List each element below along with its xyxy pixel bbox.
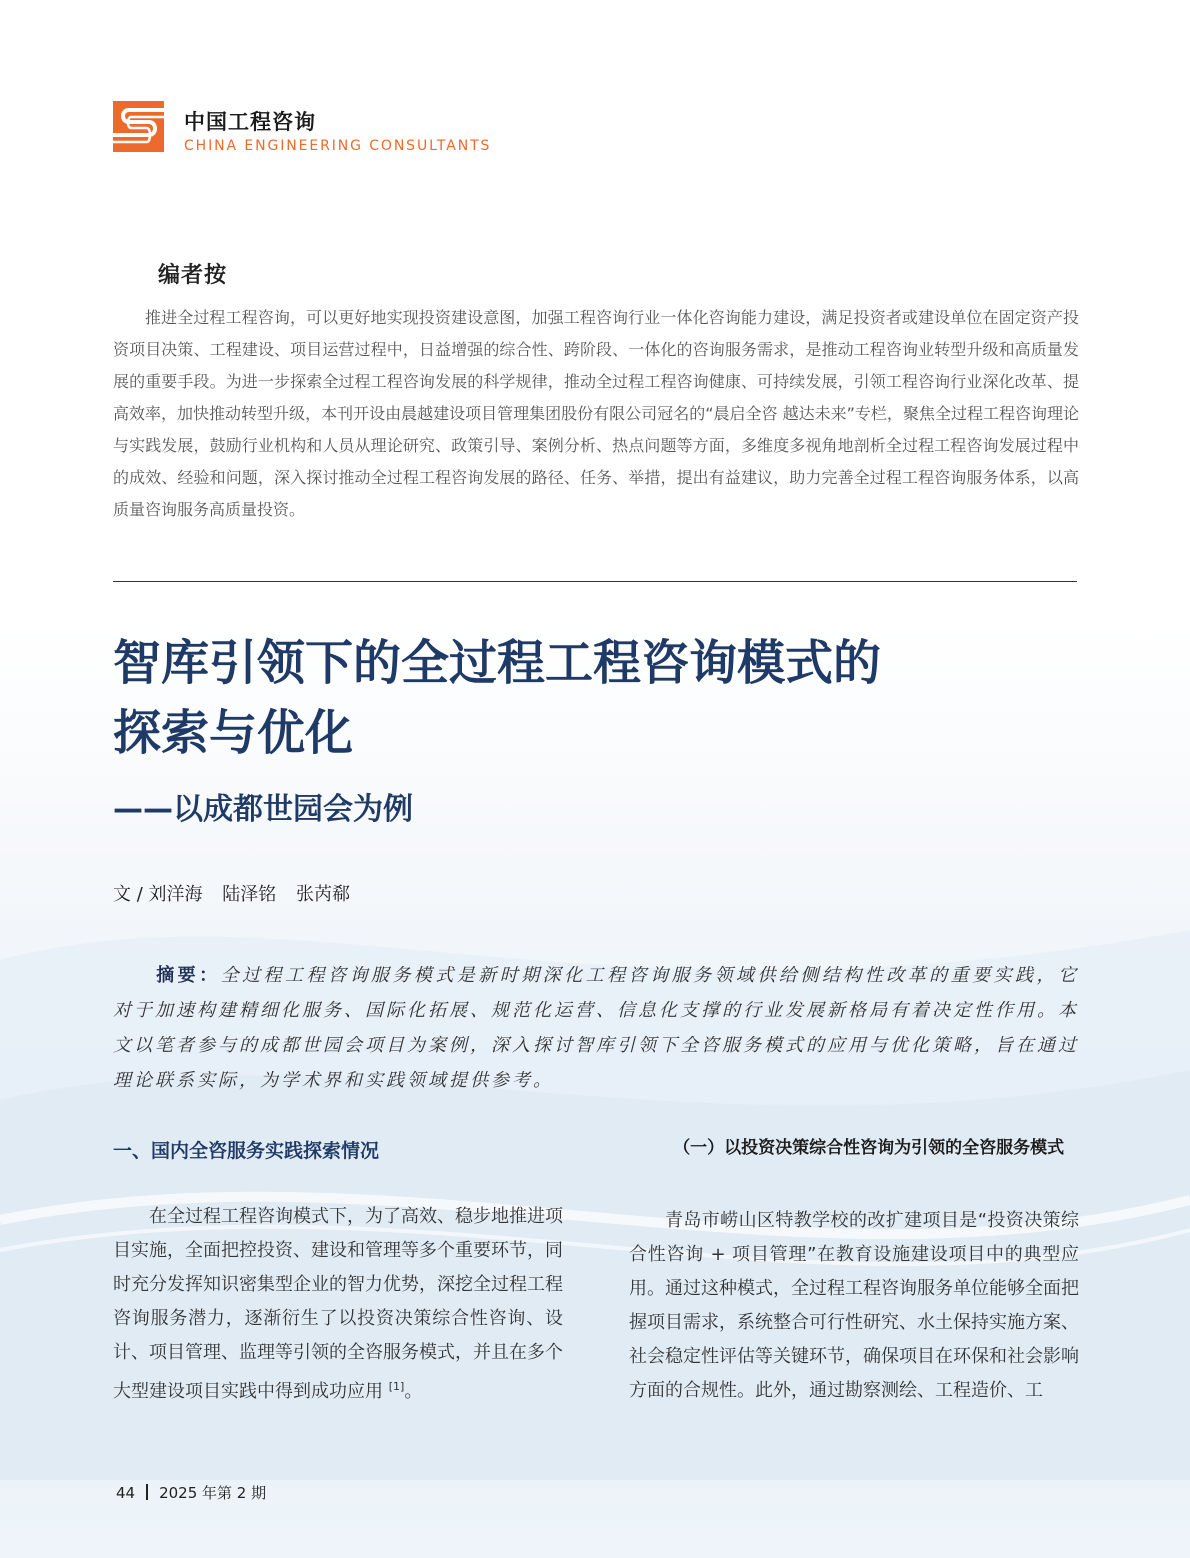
footer-separator [146, 1484, 148, 1500]
editor-note-heading: 编者按 [158, 263, 228, 288]
editor-note-body: 推进全过程工程咨询，可以更好地实现投资建设意图，加强工程咨询行业一体化咨询能力建设，满足投资者或建设单位在固定资产投资项目决策、工程建设、项目运营过程中，日益增强的综合性、跨阶段、一体化的咨询服务需求，是推动工程咨询业转型升级和高质量发展的重要手段。为进一步探索全过程工程咨询发展的科学规律，推动全过程工程咨询健康、可持续发展，引领工程咨询行业深化改革、提高效率，加快推动转型升级，本刊开设由晨越建设项目管理集团股份有限公司冠名的“晨启全咨 越达未来”专栏，聚焦全过程工程咨询理论与实践发展，鼓励行业机构和人员从理论研究、政策引导、案例分析、热点问题等方面，多维度多视角地剖析全过程工程咨询发展过程中的成效、经验和问题，深入探讨推动全过程工程咨询发展的路径、任务、举措，提出有益建议，助力完善全过程工程咨询服务体系，以高质量咨询服务高质量投资。 [113, 308, 1079, 519]
article-title-line-2: 探索与优化 [113, 705, 354, 761]
subsection-1-paragraph: 青岛市崂山区特教学校的改扩建项目是“投资决策综合性咨询 + 项目管理”在教育设施建设项目中的典型应用。通过这种模式，全过程工程咨询服务单位能够全面把握项目需求，系统整合可行性研究、水土保持实施方案、社会稳定性评估等关键环节，确保项目在环保和社会影响方面的合规性。此外，通过勘察测绘、工程造价、工 [629, 1210, 1079, 1401]
issue-label: 2025 年第 2 期 [159, 1484, 267, 1502]
subsection-1-heading: （一）以投资决策综合性咨询为引领的全咨服务模式 [673, 1138, 1065, 1158]
page-number: 44 [116, 1484, 136, 1502]
reference-marker: [1] [388, 1380, 405, 1393]
section-1-paragraph [113, 1200, 563, 1409]
abstract [113, 958, 1079, 1098]
author-2: 陆泽铭 [222, 884, 277, 905]
article-subtitle: ——以成都世园会为例 [113, 792, 413, 827]
logo-name: 中国工程咨询 [184, 110, 316, 134]
abstract-text: 全过程工程咨询服务模式是新时期深化工程咨询服务领域供给侧结构性改革的重要实践，它对于加速构建精细化服务、国际化拓展、规范化运营、信息化支撑的行业发展新格局有着决定性作用。本文以笔者参与的成都世园会项目为案例，深入探讨智库引领下全咨服务模式的应用与优化策略，旨在通过理论联系实际，为学术界和实践领域提供参考。 [113, 965, 1080, 1091]
author-1: 文 / 刘洋海 [113, 884, 203, 905]
article-title-line-1: 智库引领下的全过程工程咨询模式的 [113, 635, 882, 691]
article-title [113, 628, 1013, 768]
section-1-end: 。 [404, 1381, 423, 1402]
page-footer [116, 1482, 266, 1503]
logo-icon [113, 101, 164, 152]
author-line [113, 880, 364, 906]
logo-english-name: CHINA ENGINEERING CONSULTANTS [184, 138, 492, 154]
section-1-heading: 一、国内全咨服务实践探索情况 [113, 1140, 380, 1162]
section-1-text: 在全过程工程咨询模式下，为了高效、稳步地推进项目实施，全面把控投资、建设和管理等多个重要环节，同时充分发挥知识密集型企业的智力优势，深挖全过程工程咨询服务潜力，逐渐衍生了以投资决策综合性咨询、设计、项目管理、监理等引领的全咨服务模式，并且在多个大型建设项目实践中得到成功应用 [113, 1206, 563, 1402]
author-3: 张芮郗 [295, 884, 350, 905]
divider [113, 581, 1077, 582]
abstract-label: 摘要： [156, 965, 221, 986]
